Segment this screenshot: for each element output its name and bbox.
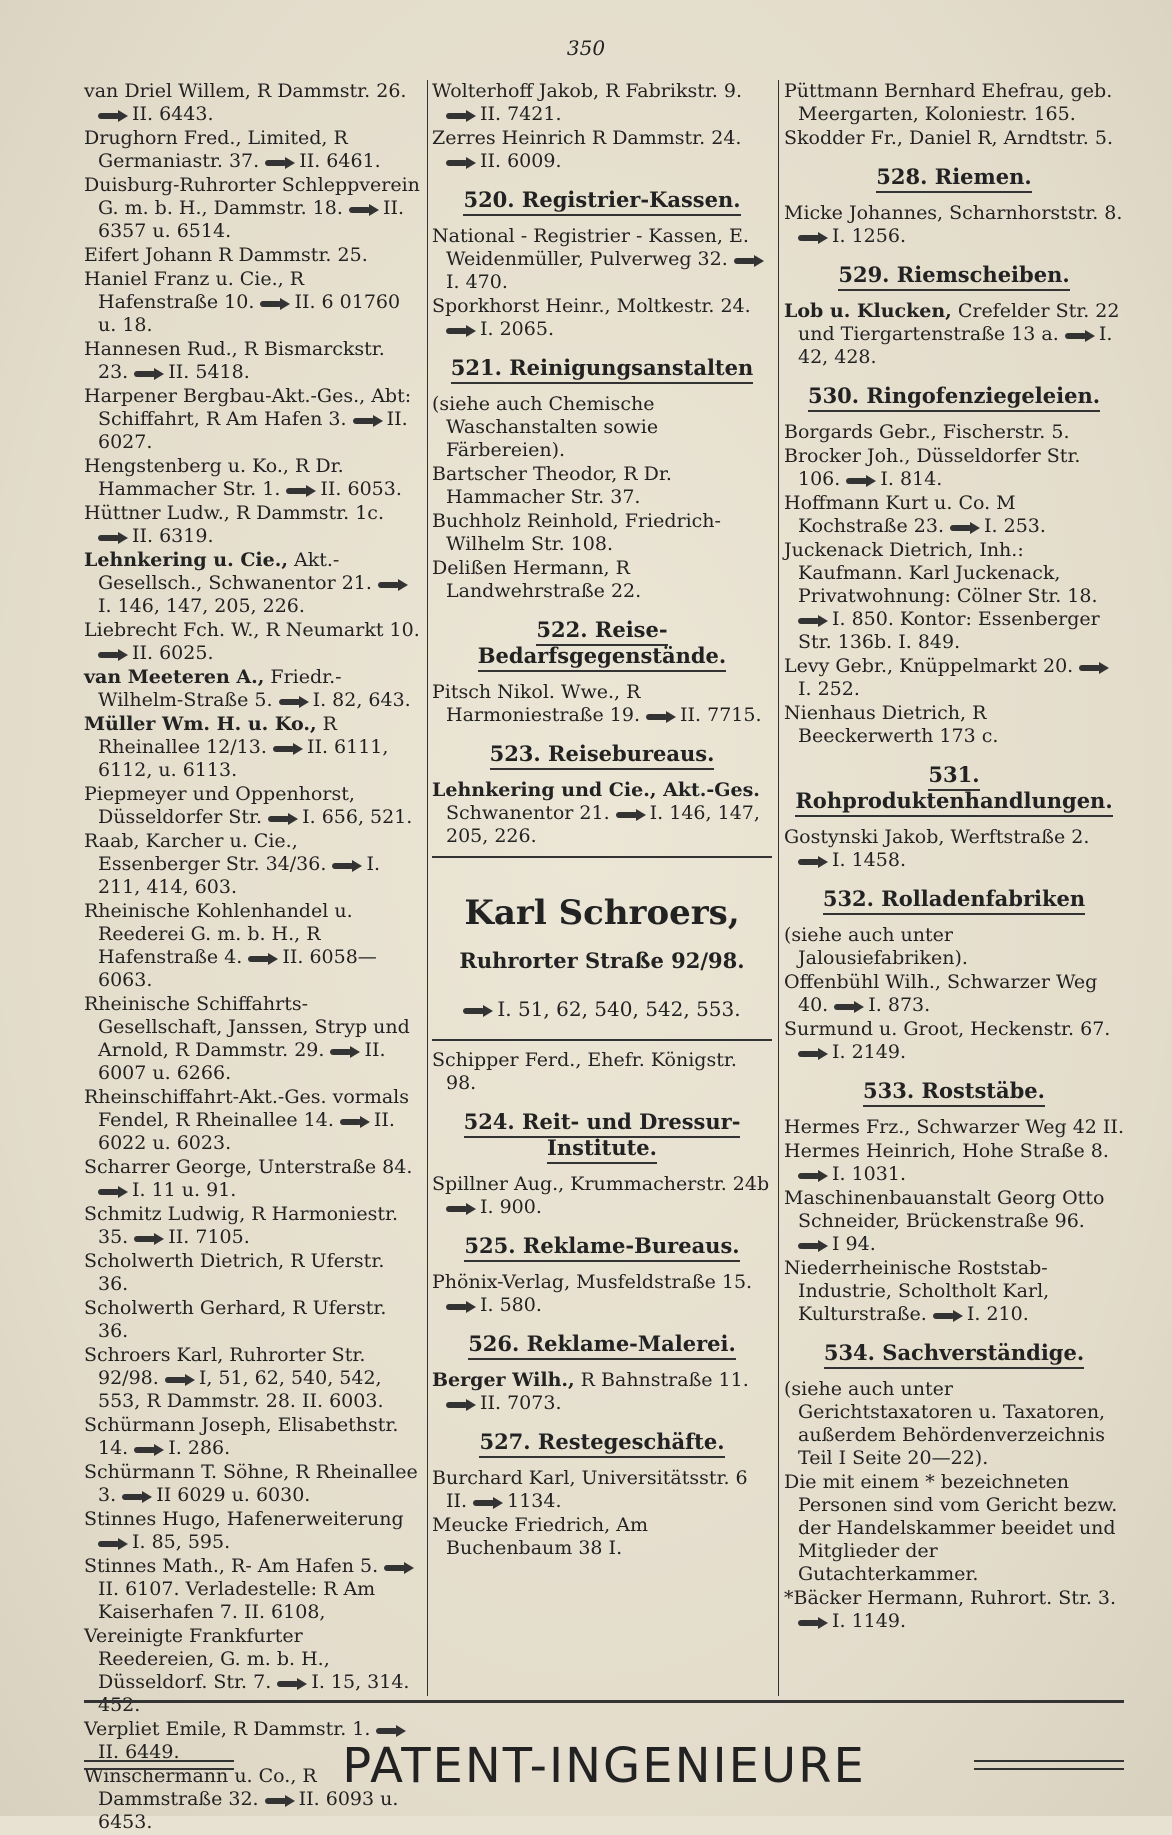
entry-text: Hoffmann Kurt u. Co. M Kochstraße 23.: [784, 492, 1016, 537]
section-heading: [432, 1109, 772, 1161]
section-title: 521. Reinigungsanstalten: [451, 355, 754, 384]
section-title: 524. Reit- und Dressur-Institute.: [464, 1109, 741, 1164]
list-item: [84, 174, 420, 243]
list-item: [84, 1461, 420, 1507]
phone-number: I. 82, 643.: [312, 689, 411, 711]
entry-text: Schroers Karl, Ruhrorter Str. 92/98.: [84, 1344, 366, 1389]
entry-text: Piepmeyer und Oppenhorst, Düsseldorfer Str.: [84, 783, 355, 828]
telephone-hand-icon: [353, 415, 383, 426]
rule: [432, 856, 772, 858]
entry-text: Surmund u. Groot, Heckenstr. 67.: [784, 1018, 1111, 1040]
section-title: 523. Reisebureaus.: [490, 741, 715, 770]
list-item: [784, 655, 1124, 701]
entry-text: Nienhaus Dietrich, R Beeckerwerth 173 c.: [784, 702, 999, 747]
telephone-hand-icon: [98, 649, 128, 660]
entry-text: Micke Johannes, Scharnhorststr. 8.: [784, 202, 1123, 224]
telephone-hand-icon: [846, 475, 876, 486]
entry-text: Friedr.-Wilhelm-Straße 5.: [98, 666, 342, 711]
phone-number: I. 146, 147, 205, 226.: [446, 802, 760, 847]
phone-number: II. 6058—6063.: [98, 946, 377, 991]
list-item: [84, 1555, 420, 1624]
list-item: [84, 993, 420, 1085]
phone-number: II. 6027.: [98, 408, 408, 453]
list-item: [784, 702, 1124, 748]
telephone-hand-icon: [446, 1301, 476, 1312]
entry-text: Rheinschiffahrt-Akt.-Ges. vormals Fendel, R Rheinallee 14.: [84, 1086, 410, 1131]
entry-text: Winschermann u. Co., R Dammstraße 32.: [84, 1765, 317, 1810]
phone-number: I. 580.: [480, 1294, 542, 1316]
phone-number: II. 6 01760 u. 18.: [98, 291, 401, 336]
list-item: [432, 681, 772, 727]
list-item: [84, 1250, 420, 1296]
list-item: [432, 80, 772, 126]
section-heading: [432, 1429, 772, 1455]
telephone-hand-icon: [98, 110, 128, 121]
entry-text: Hüttner Ludw., R Dammstr. 1c.: [84, 502, 384, 524]
phone-number: I. 873.: [868, 994, 931, 1016]
telephone-hand-icon: [98, 532, 128, 543]
section-title: 528. Riemen.: [876, 164, 1031, 193]
phone-number: I. 51, 62, 540, 542, 553.: [497, 997, 741, 1021]
telephone-hand-icon: [463, 1005, 493, 1016]
phone-number: I, 51, 62, 540, 542, 553, R Dammstr. 28. II. 6003.: [98, 1367, 384, 1412]
telephone-hand-icon: [446, 110, 476, 121]
telephone-hand-icon: [268, 813, 298, 824]
ad-address: Ruhrorter Straße 92/98.: [459, 948, 745, 973]
entry-text: van Driel Willem, R Dammstr. 26.: [84, 80, 407, 102]
list-item: [432, 1049, 772, 1095]
section-title: 520. Registrier-Kassen.: [463, 187, 740, 216]
telephone-hand-icon: [122, 1491, 152, 1502]
phone-number: II. 6009.: [480, 150, 562, 172]
telephone-hand-icon: [473, 1497, 503, 1508]
list-item: [784, 421, 1124, 444]
list-item: [84, 666, 420, 712]
section-heading: [784, 164, 1124, 190]
entry-text: Pitsch Nikol. Wwe., R Harmoniestraße 19.: [432, 681, 641, 726]
entry-text: Schipper Ferd., Ehefr. Königstr. 98.: [432, 1049, 737, 1094]
telephone-hand-icon: [798, 1170, 828, 1181]
phone-number: I 94.: [832, 1233, 876, 1255]
list-item: [84, 385, 420, 454]
entry-text: Eifert Johann R Dammstr. 25.: [84, 244, 368, 266]
list-item: [432, 1271, 772, 1317]
phone-number: II. 6022 u. 6023.: [98, 1109, 395, 1154]
telephone-hand-icon: [330, 1046, 360, 1057]
rule: [432, 1039, 772, 1041]
list-item: [84, 1203, 420, 1249]
section-heading: [432, 1233, 772, 1259]
section-title: 533. Roststäbe.: [863, 1078, 1045, 1107]
section-heading: [432, 355, 772, 381]
entry-text: Schürmann T. Söhne, R Rheinallee 3.: [84, 1461, 418, 1506]
telephone-hand-icon: [277, 1678, 307, 1689]
phone-number: II. 6053.: [320, 478, 402, 500]
section-title: 534. Sachverständige.: [824, 1340, 1084, 1369]
telephone-hand-icon: [165, 1374, 195, 1385]
entry-name: Lehnkering u. Cie.,: [84, 549, 288, 571]
telephone-hand-icon: [265, 157, 295, 168]
entry-text: Skodder Fr., Daniel R, Arndtstr. 5.: [784, 127, 1114, 149]
list-item: [784, 1187, 1124, 1256]
phone-number: 1134.: [507, 1490, 562, 1512]
list-item: [84, 900, 420, 992]
phone-number: I. 253.: [984, 515, 1046, 537]
section-title: 532. Rolladenfabriken: [823, 886, 1085, 915]
telephone-hand-icon: [248, 953, 278, 964]
section-heading: [784, 262, 1124, 288]
phone-number: II. 6107. Verladestelle: R Am Kaiserhafen 7. II. 6108,: [98, 1578, 376, 1623]
list-item: [784, 492, 1124, 538]
entry-text: Brocker Joh., Düsseldorfer Str. 106.: [784, 445, 1081, 490]
telephone-hand-icon: [134, 368, 164, 379]
entry-text: Schwanentor 21.: [446, 802, 610, 824]
entry-text: Maschinenbauanstalt Georg Otto Schneider, Brückenstraße 96.: [784, 1187, 1105, 1232]
entry-text: Offenbühl Wilh., Schwarzer Weg 40.: [784, 971, 1098, 1016]
telephone-hand-icon: [376, 1725, 406, 1736]
entry-text: Crefelder Str. 22 und Tiergartenstraße 13 a.: [798, 300, 1120, 345]
list-item: [84, 244, 420, 267]
entry-text: Niederrheinische Roststab-Industrie, Scholtholt Karl, Kulturstraße.: [784, 1257, 1050, 1325]
section-heading: [784, 762, 1124, 814]
phone-number: II. 6357 u. 6514.: [98, 197, 404, 242]
entry-text: Delißen Hermann, R Landwehrstraße 22.: [432, 557, 642, 602]
phone-number: II. 5418.: [168, 361, 250, 383]
entry-text: Scharrer George, Unterstraße 84.: [84, 1156, 413, 1178]
entry-text: Burchard Karl, Universitätsstr. 6 II.: [432, 1467, 748, 1512]
section-note: (siehe auch Chemische Waschanstalten sowie Färbereien).: [432, 393, 659, 461]
list-item: [432, 127, 772, 173]
list-item: [784, 1587, 1124, 1633]
section-heading: [784, 1078, 1124, 1104]
telephone-hand-icon: [798, 1617, 828, 1628]
entry-text: Bartscher Theodor, R Dr. Hammacher Str. 37.: [432, 463, 672, 508]
list-item: [84, 1344, 420, 1413]
list-item: [84, 830, 420, 899]
page-number: 350: [566, 36, 606, 60]
list-item: [84, 713, 420, 782]
entry-text: Raab, Karcher u. Cie., Essenberger Str. 34/36.: [84, 830, 327, 875]
entry-text: Püttmann Bernhard Ehefrau, geb. Meergarten, Koloniestr. 165.: [784, 80, 1113, 125]
list-item: [432, 1514, 772, 1560]
list-item: [84, 1297, 420, 1343]
list-item: [84, 783, 420, 829]
entry-text: Phönix-Verlag, Musfeldstraße 15.: [432, 1271, 753, 1293]
phone-number: I. 1458.: [832, 849, 906, 871]
entry-text: Hengstenberg u. Ko., R Dr. Hammacher Str. 1.: [84, 455, 344, 500]
list-item: [432, 557, 772, 603]
entry-name: Berger Wilh.,: [432, 1369, 575, 1391]
advertisement: [432, 866, 772, 1031]
telephone-hand-icon: [834, 1001, 864, 1012]
entry-text: Meucke Friedrich, Am Buchenbaum 38 I.: [432, 1514, 648, 1559]
footer-banner: [84, 1738, 1124, 1798]
entry-text: Rheinische Kohlenhandel u. Reederei G. m. b. H., R Hafenstraße 4.: [84, 900, 353, 968]
entry-text: Akt.-Gesellsch., Schwanentor 21.: [98, 549, 372, 594]
phone-number: II. 7073.: [480, 1392, 562, 1414]
section-heading: [432, 741, 772, 767]
phone-number: I. 211, 414, 603.: [98, 853, 380, 898]
entry-text: Hermes Heinrich, Hohe Straße 8.: [784, 1140, 1109, 1162]
phone-number: II. 6319.: [132, 525, 214, 547]
list-item: [84, 549, 420, 618]
entry-text: National - Registrier - Kassen, E. Weidenmüller, Pulverweg 32.: [432, 225, 749, 270]
entry-text: Duisburg-Ruhrorter Schleppverein G. m. b. H., Dammstr. 18.: [84, 174, 420, 219]
phone-number: II. 6461.: [299, 150, 381, 172]
list-item: [84, 502, 420, 548]
list-item: [784, 445, 1124, 491]
section-title: 527. Restegeschäfte.: [479, 1429, 724, 1458]
entry-text: Juckenack Dietrich, Inh.: Kaufmann. Karl Juckenack, Privatwohnung: Cölner Str. 18.: [784, 539, 1098, 607]
entry-text: Gostynski Jakob, Werftstraße 2.: [784, 826, 1090, 848]
column-1: [84, 80, 420, 1835]
telephone-hand-icon: [798, 232, 828, 243]
list-item: [84, 1156, 420, 1202]
phone-number: I. 900.: [480, 1196, 542, 1218]
telephone-hand-icon: [349, 204, 379, 215]
entry-text: Buchholz Reinhold, Friedrich-Wilhelm Str. 108.: [432, 510, 721, 555]
telephone-hand-icon: [1065, 330, 1095, 341]
telephone-hand-icon: [134, 1444, 164, 1455]
telephone-hand-icon: [798, 1240, 828, 1251]
list-item: [432, 510, 772, 556]
list-item: [84, 1086, 420, 1155]
entry-text: Haniel Franz u. Cie., R Hafenstraße 10.: [84, 268, 305, 313]
entry-text: Hannesen Rud., R Bismarckstr. 23.: [84, 338, 385, 383]
list-item: [84, 1625, 420, 1717]
phone-number: II. 6025.: [132, 642, 214, 664]
list-item: [432, 295, 772, 341]
entry-text: Hermes Frz., Schwarzer Weg 42 II.: [784, 1116, 1124, 1138]
phone-number: I. 814.: [880, 468, 943, 490]
entry-text: Sporkhorst Heinr., Moltkestr. 24.: [432, 295, 751, 317]
telephone-hand-icon: [446, 157, 476, 168]
ad-phone: [432, 998, 772, 1021]
list-item: [784, 1140, 1124, 1186]
telephone-hand-icon: [332, 860, 362, 871]
phone-number: II. 7715.: [680, 704, 762, 726]
telephone-hand-icon: [646, 711, 676, 722]
list-item: [432, 1369, 772, 1415]
phone-number: I. 11 u. 91.: [132, 1179, 237, 1201]
list-item: [784, 127, 1124, 150]
phone-number: I. 286.: [168, 1437, 231, 1459]
section-title: 530. Ringofenziegeleien.: [808, 383, 1100, 412]
entry-text: *Bäcker Hermann, Ruhrort. Str. 3.: [784, 1587, 1117, 1609]
telephone-hand-icon: [798, 1048, 828, 1059]
list-item: [84, 455, 420, 501]
section-note: (siehe auch unter Gerichtstaxatoren u. Taxatoren, außerdem Behördenverzeichnis Teil I Seite 20—22).: [784, 1378, 1106, 1469]
telephone-hand-icon: [98, 1538, 128, 1549]
entry-text: Drughorn Fred., Limited, R Germaniastr. 37.: [84, 127, 348, 172]
telephone-hand-icon: [286, 485, 316, 496]
section-heading: [432, 617, 772, 669]
list-item: [784, 1018, 1124, 1064]
list-item: [432, 1467, 772, 1513]
phone-number: II. 6111, 6112, u. 6113.: [98, 736, 389, 781]
entry-text: Stinnes Hugo, Hafenerweiterung: [84, 1508, 404, 1530]
entry-text: Zerres Heinrich R Dammstr. 24.: [432, 127, 742, 149]
entry-text: Borgards Gebr., Fischerstr. 5.: [784, 421, 1070, 443]
list-item: [432, 779, 772, 848]
entry-text: Wolterhoff Jakob, R Fabrikstr. 9.: [432, 80, 743, 102]
entry-name: van Meeteren A.,: [84, 666, 265, 688]
entry-text: Spillner Aug., Krummacherstr. 24b: [432, 1173, 770, 1195]
column-3: [784, 80, 1124, 1634]
telephone-hand-icon: [260, 298, 290, 309]
telephone-hand-icon: [98, 1186, 128, 1197]
phone-number: I. 15, 314. 452.: [98, 1671, 410, 1716]
phone-number: I. 470.: [446, 271, 508, 293]
telephone-hand-icon: [950, 522, 980, 533]
entry-text: Vereinigte Frankfurter Reedereien, G. m. b. H., Düsseldorf. Str. 7.: [84, 1625, 330, 1693]
list-item: [432, 225, 772, 294]
phone-number: II. 6007 u. 6266.: [98, 1039, 386, 1084]
list-item: [784, 1257, 1124, 1326]
list-item: [84, 1508, 420, 1554]
entry-text: Scholwerth Dietrich, R Uferstr. 36.: [84, 1250, 385, 1295]
section-title: 526. Reklame-Malerei.: [468, 1331, 736, 1360]
list-item: [432, 463, 772, 509]
telephone-hand-icon: [279, 696, 309, 707]
telephone-hand-icon: [378, 579, 408, 590]
phone-number: I. 85, 595.: [132, 1531, 231, 1553]
phone-number: I. 850. Kontor: Essenberger Str. 136b. I. 849.: [798, 608, 1100, 653]
phone-number: I. 1149.: [832, 1610, 906, 1632]
phone-number: I. 2065.: [480, 318, 554, 340]
entry-text: Levy Gebr., Knüppelmarkt 20.: [784, 655, 1074, 677]
section-heading: [784, 383, 1124, 409]
entry-text: R Rheinallee 12/13.: [98, 713, 337, 758]
telephone-hand-icon: [933, 1310, 963, 1321]
section-note: Die mit einem * bezeichneten Personen sind vom Gericht bezw. der Handelskammer beeidet und Mitglieder der Gutachterkammer.: [784, 1471, 1118, 1585]
phone-number: I. 210.: [966, 1303, 1029, 1325]
footer-title: PATENT-INGENIEURE: [342, 1738, 866, 1794]
phone-number: I. 252.: [798, 678, 860, 700]
column-2: [432, 80, 772, 1561]
section-heading: [784, 886, 1124, 912]
entry-name: Lehnkering und Cie., Akt.-Ges.: [432, 779, 760, 801]
phone-number: II. 6443.: [132, 103, 214, 125]
list-item: [784, 539, 1124, 654]
section-heading: [432, 1331, 772, 1357]
column-divider: [427, 80, 428, 1696]
column-divider: [778, 80, 779, 1696]
telephone-hand-icon: [134, 1233, 164, 1244]
telephone-hand-icon: [446, 1203, 476, 1214]
telephone-hand-icon: [446, 1399, 476, 1410]
list-item: [432, 1173, 772, 1219]
phone-number: I. 1256.: [832, 225, 906, 247]
entry-text: Stinnes Math., R- Am Hafen 5.: [84, 1555, 379, 1577]
telephone-hand-icon: [798, 856, 828, 867]
list-item: [784, 971, 1124, 1017]
telephone-hand-icon: [273, 743, 303, 754]
telephone-hand-icon: [798, 615, 828, 626]
list-item: [84, 80, 420, 126]
entry-text: Verpliet Emile, R Dammstr. 1.: [84, 1718, 371, 1740]
list-item: [784, 80, 1124, 126]
section-note: (siehe auch unter Jalousiefabriken).: [784, 924, 968, 969]
entry-text: R Bahnstraße 11.: [574, 1369, 749, 1391]
entry-text: Schmitz Ludwig, R Harmoniestr. 35.: [84, 1203, 399, 1248]
bottom-rule: [84, 1700, 1124, 1703]
entry-text: Schürmann Joseph, Elisabethstr. 14.: [84, 1414, 399, 1459]
entry-text: Harpener Bergbau-Akt.-Ges., Abt: Schiffahrt, R Am Hafen 3.: [84, 385, 412, 430]
phone-number: II. 6093 u. 6453.: [98, 1788, 399, 1833]
list-item: [784, 202, 1124, 248]
telephone-hand-icon: [446, 325, 476, 336]
phone-number: I. 146, 147, 205, 226.: [98, 595, 305, 617]
list-item: [784, 300, 1124, 369]
section-heading: [432, 187, 772, 213]
phone-number: II 6029 u. 6030.: [156, 1484, 311, 1506]
phone-number: II. 7105.: [168, 1226, 250, 1248]
section-title: 525. Reklame-Bureaus.: [464, 1233, 739, 1262]
telephone-hand-icon: [1079, 662, 1109, 673]
entry-name: Lob u. Klucken,: [784, 300, 952, 322]
phone-number: I. 2149.: [832, 1041, 906, 1063]
entry-text: Rheinische Schiffahrts-Gesellschaft, Janssen, Stryp und Arnold, R Dammstr. 29.: [84, 993, 410, 1061]
list-item: [84, 619, 420, 665]
list-item: [84, 338, 420, 384]
entry-text: Scholwerth Gerhard, R Uferstr. 36.: [84, 1297, 387, 1342]
entry-text: Liebrecht Fch. W., R Neumarkt 10.: [84, 619, 420, 641]
section-heading: [784, 1340, 1124, 1366]
telephone-hand-icon: [734, 255, 764, 266]
phone-number: I. 1031.: [832, 1163, 906, 1185]
list-item: [84, 268, 420, 337]
telephone-hand-icon: [340, 1116, 370, 1127]
phone-number: I. 656, 521.: [302, 806, 413, 828]
list-item: [784, 1116, 1124, 1139]
list-item: [84, 127, 420, 173]
section-title: 522. Reise-Bedarfsgegenstände.: [478, 617, 726, 672]
phone-number: II. 7421.: [480, 103, 562, 125]
phone-number: I. 42, 428.: [798, 323, 1113, 368]
section-title: 529. Riemscheiben.: [838, 262, 1069, 291]
section-title: 531. Rohproduktenhandlungen.: [795, 762, 1112, 817]
phone-number: II. 6449.: [98, 1741, 180, 1763]
list-item: [84, 1414, 420, 1460]
list-item: [784, 826, 1124, 872]
entry-name: Müller Wm. H. u. Ko.,: [84, 713, 317, 735]
ad-company-name: Karl Schroers,: [464, 893, 740, 933]
telephone-hand-icon: [384, 1562, 414, 1573]
telephone-hand-icon: [616, 809, 646, 820]
